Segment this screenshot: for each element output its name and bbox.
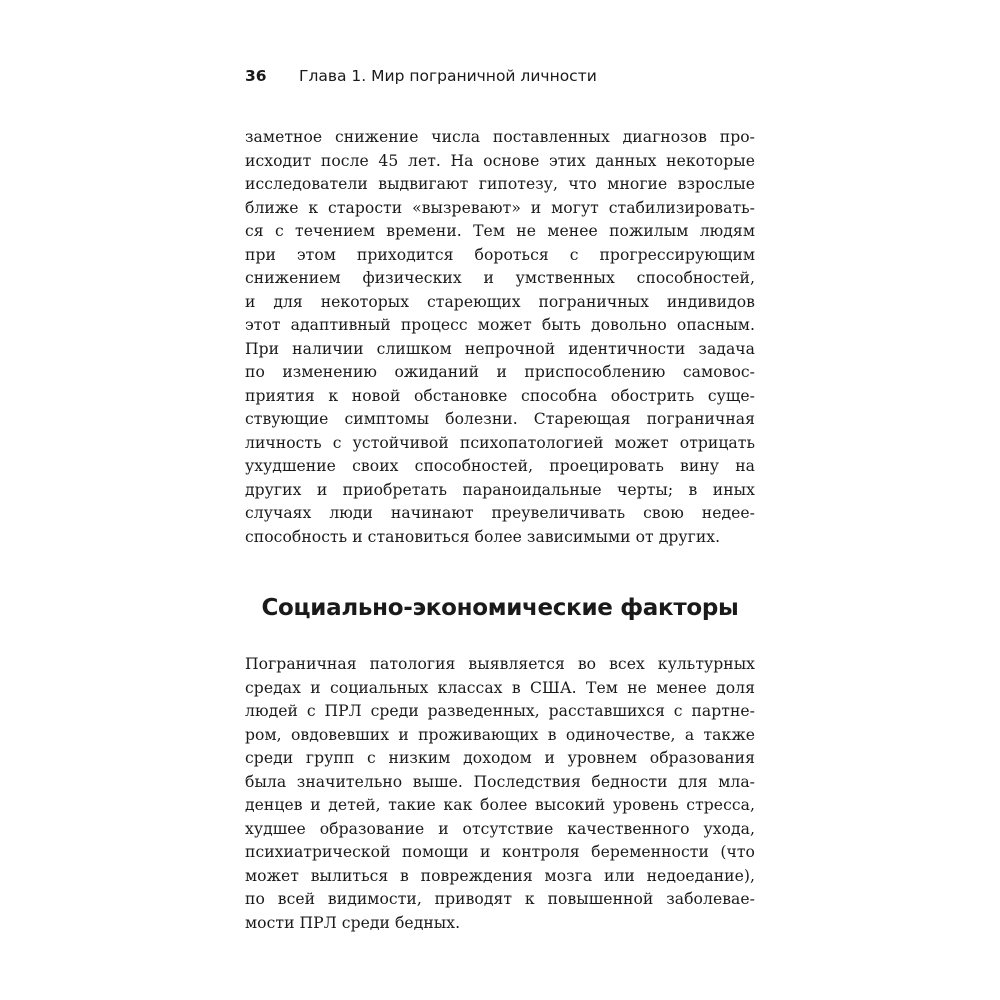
text-line: средах и социальных классах в США. Тем не менее доля: [245, 678, 755, 697]
text-line: среди групп с низким доходом и уровнем образования: [245, 749, 755, 767]
text-line: людей с ПРЛ среди разведенных, расставшихся с партне-: [245, 702, 755, 720]
running-head: [245, 62, 765, 90]
text-line: по изменению ожиданий и приспособлению самовос-: [245, 363, 755, 381]
text-line: исследователи выдвигают гипотезу, что многие взрослые: [245, 175, 755, 193]
text-line: при этом приходится бороться с прогрессирующим: [245, 245, 755, 264]
text-line: исходит после 45 лет. На основе этих данных некоторые: [245, 151, 755, 170]
text-line: способность и становиться более зависимыми от других.: [245, 527, 721, 546]
text-line: заметное снижение числа поставленных диагнозов про-: [245, 128, 755, 146]
text-line: этот адаптивный процесс может быть довольно опасным.: [245, 316, 755, 334]
text-line: ром, овдовевших и проживающих в одиночестве, а также: [245, 725, 755, 744]
text-line: мости ПРЛ среди бедных.: [245, 913, 461, 932]
text-line: ухудшение своих способностей, проецировать вину на: [245, 457, 755, 475]
text-line: ся с течением времени. Тем не менее пожилым людям: [245, 222, 755, 240]
text-line: психиатрической помощи и контроля беременности (что: [245, 843, 755, 861]
text-line: может вылиться в повреждения мозга или недоедание),: [245, 866, 755, 885]
text-line: и для некоторых стареющих пограничных индивидов: [245, 292, 755, 311]
text-line: снижением физических и умственных способностей,: [245, 269, 755, 287]
page-number: 36: [245, 67, 267, 85]
body-paragraph-aging: [245, 126, 755, 549]
text-line: Пограничная патология выявляется во всех культурных: [245, 655, 755, 673]
body-paragraph-socioeconomic: [245, 653, 755, 935]
text-line: личность с устойчивой психопатологией может отрицать: [245, 433, 755, 452]
text-line: была значительно выше. Последствия бедности для мла-: [245, 772, 755, 791]
text-line: ствующие симптомы болезни. Стареющая пограничная: [245, 410, 755, 428]
text-line: приятия к новой обстановке способна обострить суще-: [245, 386, 755, 405]
text-line: денцев и детей, такие как более высокий уровень стресса,: [245, 796, 755, 814]
text-line: других и приобретать параноидальные черты; в иных: [245, 480, 755, 499]
chapter-title: Глава 1. Мир пограничной личности: [299, 67, 597, 85]
text-line: случаях люди начинают преувеличивать свою недее-: [245, 504, 755, 522]
text-line: по всей видимости, приводят к повышенной заболевае-: [245, 890, 755, 908]
section-heading: Социально-экономические факторы: [261, 595, 739, 621]
text-line: худшее образование и отсутствие качественного ухода,: [245, 819, 755, 838]
text-line: ближе к старости «вызревают» и могут стабилизировать-: [245, 198, 755, 217]
text-line: При наличии слишком непрочной идентичности задача: [245, 339, 755, 358]
